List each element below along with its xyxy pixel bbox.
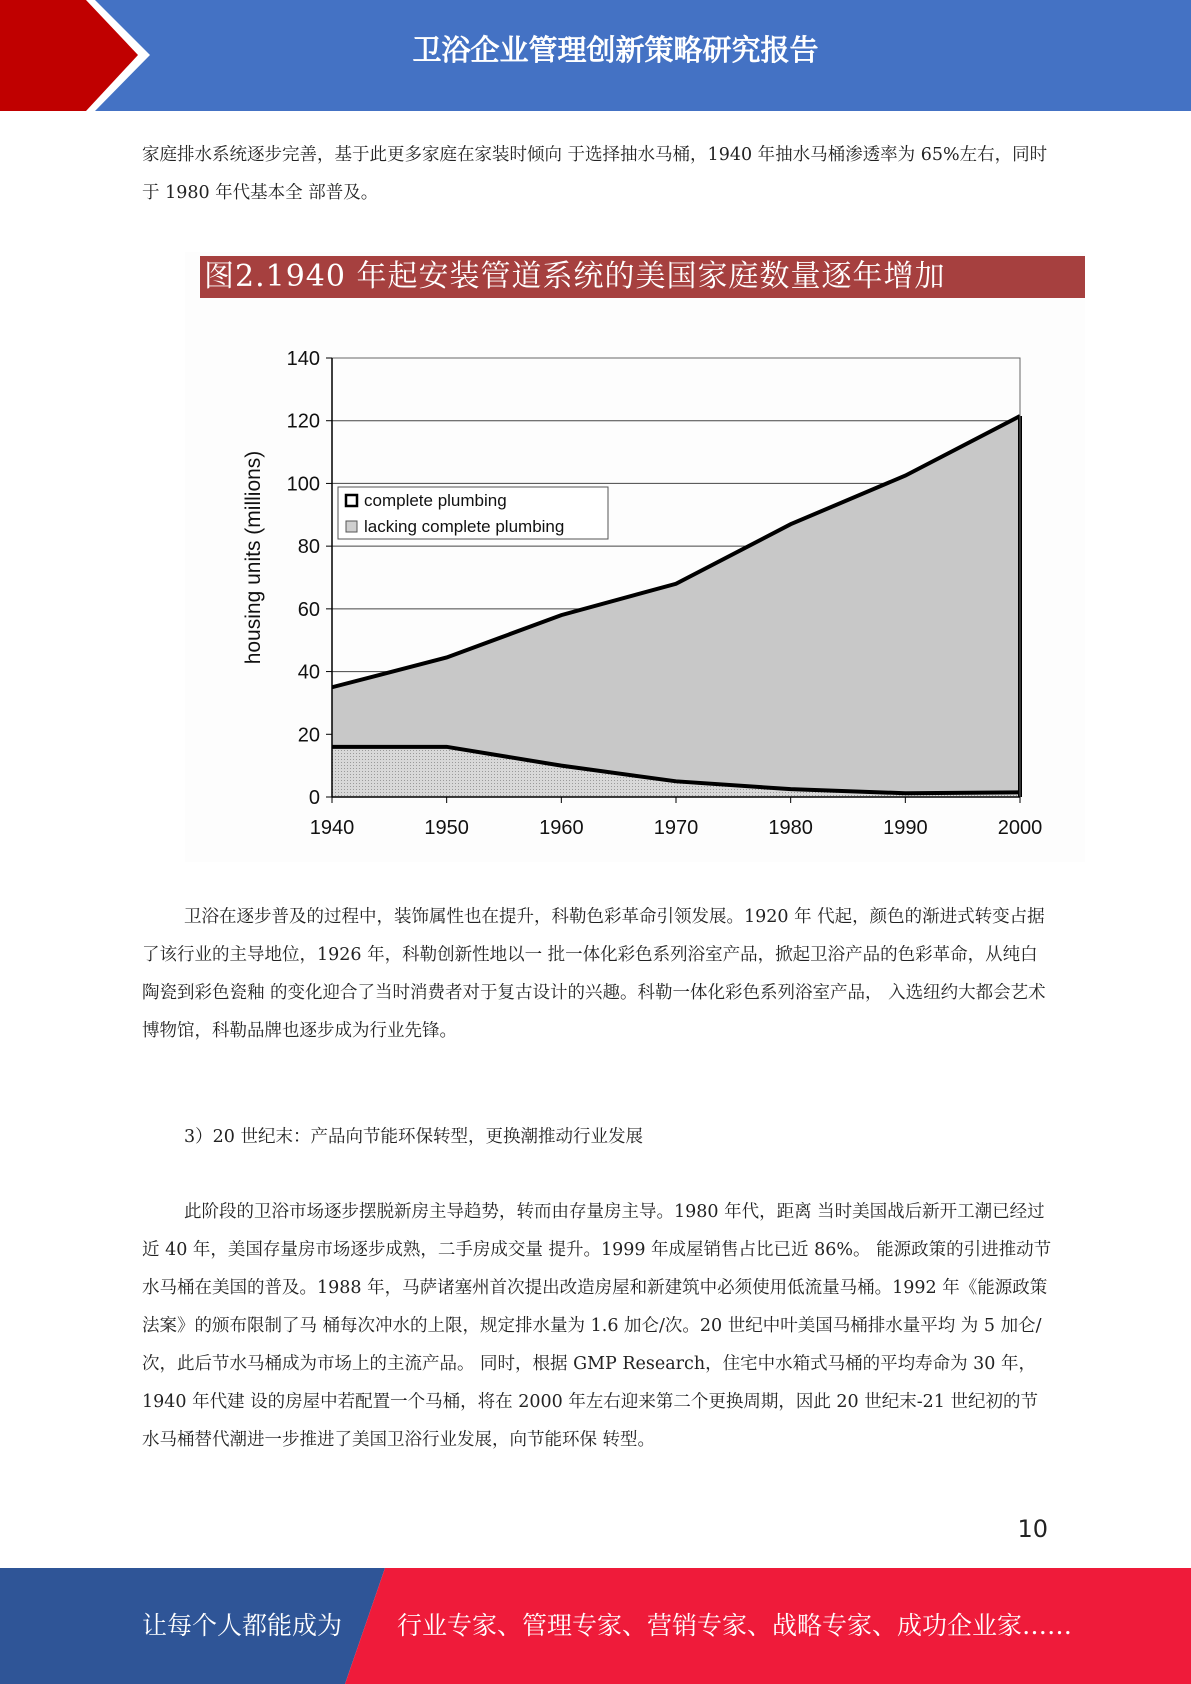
header-title: 卫浴企业管理创新策略研究报告 bbox=[412, 33, 819, 67]
page-header bbox=[0, 0, 1191, 111]
y-tick-label: 120 bbox=[286, 410, 320, 433]
legend-swatch-lacking bbox=[346, 521, 357, 532]
footer-slogan-left: 让每个人都能成为 bbox=[142, 1611, 343, 1640]
legend-label-complete: complete plumbing bbox=[364, 491, 507, 510]
section-heading: 3）20 世纪末：产品向节能环保转型，更换潮推动行业发展 bbox=[184, 1127, 643, 1147]
y-tick-label: 100 bbox=[286, 473, 320, 496]
footer-slogan-right: 行业专家、管理专家、营销专家、战略专家、成功企业家…… bbox=[397, 1611, 1073, 1640]
kohler-paragraph: 卫浴在逐步普及的过程中，装饰属性也在提升，科勒色彩革命引领发展。1920 年 代起，颜色的渐进式转变占据了该行业的主导地位，1926 年，科勒创新性地以一 批一体化彩色系列浴室产品，掀起卫浴产品的色彩革命，从纯白陶瓷到彩色瓷釉 的变化迎合了当时消费者对于复古设计的兴趣。科勒一体化彩色系列浴室产品， 入选纽约大都会艺术博物馆，科勒品牌也逐步成为行业先锋。 bbox=[142, 907, 1046, 1041]
x-tick-label: 1980 bbox=[768, 817, 813, 839]
y-tick-label: 20 bbox=[297, 724, 320, 747]
x-tick-label: 1960 bbox=[539, 817, 584, 839]
legend-swatch-complete bbox=[346, 495, 357, 506]
page-footer bbox=[0, 1568, 1191, 1684]
intro-paragraph: 家庭排水系统逐步完善，基于此更多家庭在家装时倾向 于选择抽水马桶，1940 年抽水马桶渗透率为 65%左右，同时于 1980 年代基本全 部普及。 bbox=[142, 145, 1048, 203]
x-tick-label: 1950 bbox=[424, 817, 469, 839]
page-number: 10 bbox=[1017, 1515, 1048, 1543]
figure-title: 图2.1940 年起安装管道系统的美国家庭数量逐年增加 bbox=[200, 256, 1085, 298]
chart-y-axis-label: housing units (millions) bbox=[242, 450, 265, 665]
y-tick-label: 140 bbox=[286, 348, 320, 370]
x-tick-label: 1990 bbox=[883, 817, 928, 839]
x-tick-label: 1970 bbox=[653, 817, 699, 839]
chart-x-ticks bbox=[310, 797, 1043, 839]
x-tick-label: 2000 bbox=[997, 817, 1043, 839]
y-tick-label: 0 bbox=[308, 787, 320, 809]
y-tick-label: 60 bbox=[297, 598, 320, 621]
y-tick-label: 80 bbox=[297, 536, 320, 559]
chart-areas bbox=[332, 416, 1020, 797]
series-area-complete-plumbing bbox=[332, 416, 1020, 797]
x-tick-label: 1940 bbox=[309, 817, 355, 839]
plumbing-area-chart bbox=[185, 300, 1085, 860]
legend-label-lacking: lacking complete plumbing bbox=[364, 517, 565, 536]
chart-y-ticks bbox=[287, 348, 332, 809]
chart-legend bbox=[338, 487, 608, 539]
y-tick-label: 40 bbox=[297, 661, 320, 684]
market-paragraph: 此阶段的卫浴市场逐步摆脱新房主导趋势，转而由存量房主导。1980 年代，距离 当时美国战后新开工潮已经过近 40 年，美国存量房市场逐步成熟，二手房成交量 提升。1999 年成屋销售占比已近 86%。 能源政策的引进推动节水马桶在美国的普及。1988 年，马萨诸塞州首次提出改造房屋和新建筑中必须使用低流量马桶。1992 年《能源政策法案》的颁布限制了马 桶每次冲水的上限，规定排水量为 1.6 加仑/次。20 世纪中叶美国马桶排水量平均 为 5 加仑/次，此后节水马桶成为市场上的主流产品。 同时，根据 GMP Research，住宅中水箱式马桶的平均寿命为 30 年，1940 年代建 设的房屋中若配置一个马桶，将在 2000 年左右迎来第二个更换周期，因此 20 世纪末-21 世纪初的节水马桶替代潮进一步推进了美国卫浴行业发展，向节能环保 转型。 bbox=[142, 1202, 1052, 1450]
